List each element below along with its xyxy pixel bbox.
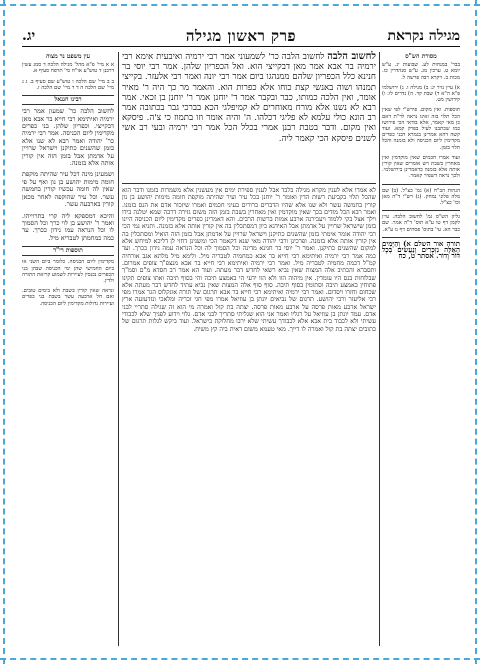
border-dash-right: [475, 0, 477, 664]
divider: [122, 183, 376, 184]
talmud-page: [22, 24, 460, 646]
column-rule: [379, 52, 380, 646]
masoret-hashas-title: מסורת הש"ס: [405, 53, 437, 60]
tosafot-block: ועוד אמרו חכמים שאין מוקדמין ואין מאחרין בשבת ויש אומרים שאין קורין אותה אלא בזמנה כדאמרינן בירושלמי. ולכך נראה דשפיר קאמר.: [382, 154, 460, 180]
tosafot-block: תוספות. ואין מקום. פירש"י לפי שאין הכל תלוי בזה ואינו נראה לר"ת דאם כן מאי קאמר, אלא בודאי הכי פירושו כמו שכתבנו לעיל בפרק קמא. ועוד קשה דהא אמרינן בגמרא דבני כפרים מקדימין ליום הכניסה ולא בזמנה והכל תלוי בזמן.: [382, 107, 460, 151]
tosafot-rid-text: מקדימין ליום הכניסה. כלומר ביום השני או ביום החמישי שהן ימי הכניסה שבהן בני הכפרים נכנסין לעיירות לשמוע קריאת התורה ולדין.: [22, 259, 114, 284]
rabbeinu-chananel-text: לחשוב הלבה כר' שמעון אמר רבי ירמיה ואיתימא רבי חייא בר אבא מאן דבקייצי. וכפריון שלהן. בני כפרים מקדימין ליום הכניסה. אמר רבי ירמיה כר' יהודה ואמר רבא לא שנו אלא בזמן שהשנים כתיקנן וישראל שרויין על אדמתן אבל בזמן הזה אין קורין אותה אלא בזמנה.: [22, 107, 114, 168]
main-paragraph: לחשוב הלבה כר' לשמעוני אמר רבי ירמיה ואיבעית אימא רבי ירמיה בר אבא אמר מאן דבקייצי הוא. ואל הכפריון שלהן. אמר רבי יוסי בר חנינא כלל הכפריון שלהם ממנהגו ביום אמר רבי יונה ואמר רבי אלעזר. בקייצי תמנהו ושוה באנשי קצת כוחו אלא כפרות הוא. והאמר מר כך היה ר' מאיר אומר, ואין הלכה כמותו, כבר ובקבר אמר ד' יוחנן אמר ר' יוחנן בן זכאי.: [122, 52, 376, 103]
header-chapter-title: מגילה נקראת: [387, 28, 460, 44]
right-margin-column: [382, 52, 460, 646]
hagahot-block: הגהות הב"ח (א) גמ' כצ"ל. (ב) שם מלה פלוני נמחק. (ג) רש"י ד"ה מאן וכו' כצ"ל.: [382, 187, 460, 207]
main-heading: לחשוב הלבה: [327, 51, 376, 62]
page-header: [22, 24, 460, 47]
border-dash-left: [3, 0, 5, 664]
divider: [382, 237, 460, 238]
gilyon-block: גליון הש"ס גמ' לחשוב הלבה. עיין לקמן דף טו ע"א תוס' ד"ה אמר. שם כבר הא. עי' בתוס' פסחים דף נו ע"א.: [382, 214, 460, 233]
border-dash-bottom: [0, 658, 480, 660]
divider: [382, 184, 460, 185]
left-note-block: א א מיי' פ"א מהל' מגילה הלכה ד סמג עשין דרבנן ד טוש"ע או"ח סי' תרפח סעיף א.: [22, 62, 114, 75]
column-rule: [118, 52, 119, 646]
header-folio-number: יג.: [22, 28, 36, 44]
main-paragraph-2: אמר רבא לא נשנו אלא מורח מאוחרים לא קמיפלגי הכא בברכי גבר בכתובה אמר רב הונא כולי עלמא לא פליגי דכלהו. ה' והיה אומר וזו בתמוז כי צ'ה. פיסקא ואין מקום. ודבר בטבת רבנן אמרי בכלל הכל אמר רבי ירמיה ובעי רב אשי לשנים פיסקא הכי קאמר ליה.: [122, 92, 376, 144]
right-note-block: בבר' במנחות לע. שבועות יג. ע"ש יומא ט. ערכין מג. ע"ש סנהדרין כז. מכות ב. ויקרא רבה פרשה ל.: [382, 62, 460, 81]
rabbeinu-chananel-text: ושמעינן מינה דכל עיר שהיתה מוקפת חומה מימות יהושע בן נון ואף על פי שאין לה חומה עכשיו קורין בחמשה עשר. וכל עיר שהוקפה לאחר מכאן קורין בארבעה עשר.: [22, 170, 114, 209]
rabbeinu-chananel-title: רבינו חננאל: [22, 95, 114, 105]
central-commentary: [122, 180, 376, 646]
header-tractate-title: פרק ראשון מגילה: [185, 27, 297, 45]
ein-mishpat-title: עין משפט נר מצוה: [45, 53, 91, 60]
divider: [382, 210, 460, 211]
tosafot-rid-title: תוספות רי"ד: [22, 246, 114, 256]
right-note-block: א) עיין נזיר יג: ב) מגילה ו. ג) ירושלמי פ"א ה"א ד) שבת קד. ה) נדרים לז: ו) קידושין מט.: [382, 84, 460, 104]
torah-or-block: תורה אור השלם א) וְהַיָּמִים הָאֵלֶּה נִזְכָּרִים וְנַעֲשִׂים בְּכָל דּוֹר וָדוֹר. אסתר ט, כח: [382, 238, 460, 261]
border-dash-top: [0, 4, 480, 6]
left-margin-column: [22, 52, 114, 646]
rabbeinu-chananel-text: והיכא דמספקא ליה קרי בתרוייהו. ואמר ר' יהושע בן לוי כרך וכל הסמוך לו וכל הנראה עמו נידון ככרך. עד כמה כמחמתן לטבריא מיל.: [22, 211, 114, 242]
tosafot-rid-text: ונראה שאין קורין בשבת ולא בימים טובים. ואם חל ארבעה עשר בשבת בני כפרים ועיירות גדולות מקדימין ליום הכניסה.: [22, 288, 114, 307]
main-gemara-text: [122, 52, 376, 144]
commentary-text: לא אמרו אלא לענין מקרא מגילה בלבד אבל לענין ספירת ימים אין מעשנין אלא משמרות בזמנו ודבר הוא שהכל תלוי בקביעת רשות הדין ואומר ר' יוחנן בכל עיר ועיר שהיתה מוקפת חומה מימות יהושע בן נון קורין בחמשה עשר ולא שנו אלא שהיו הדברים ברורים בעיני חכמים ואמרו שיזכור אדם את הנס בזמנו. ואמר רבא הכל מודים בכך שאין מוקדמין ואין מאחרין בשבת בזמן הזה משום גזירה דרבה שמא יטלנה בידו וילך אצל בקי ללמוד ויעבירנה ארבע אמות ברשות הרבים. והא דאמרינן כפרים מקדימין ליום הכניסה היינו בזמן שישראל שרויין על אדמתן אבל האידנא כיון דמסתכלין בה אין קורין אותה אלא בזמנה. ותניא נמי הכי רבי יהודה אומר אימתי בזמן שהשנים כתיקנן וישראל שרויין על אדמתן אבל בזמן הזה הואיל ומסתכלין בה אין קורין אותה אלא בזמנה. ופרכינן ורבי יהודה מאי שנא דקאמר הכי ומשנינן דחזי לן דליכא למיחש אלא למקום שהשנים כתיקנן. ואמר ר' יוסי בר חנינא מדינה וכל הסמוך לה וכל הנראה עמה נידון ככרך. ועד כמה אמר רבי ירמיה ואיתימא רבי חייא בר אבא כמחמיה לטבריה מיל. ולימא מיל מלתא אגב אורחיה קמ"ל דכמה מחמיה לטבריה מיל. ואמר רבי ירמיה ואיתימא רבי חייא בר אבא מנצפ"ך צופים אמרום. ותסברא והכתיב אלה המצות שאין נביא רשאי לחדש דבר מעתה. ועוד הא אמר רב חסדא מ"ם וסמ"ך שבלוחות בנס היו עומדין. אין מיהוה הוו ולא הוו ידעי הי באמצע תיבה והי בסוף תיבה ואתו צופים תקינו פתוחין באמצע תיבה וסתומין בסוף תיבה. סוף סוף אלה המצות שאין נביא עתיד לחדש דבר מעתה אלא שכחום וחזרו ויסדום. ואמר רבי ירמיה ואיתימא רבי חייא בר אבא תרגום של תורה אונקלוס הגר אמרו מפי רבי אליעזר ורבי יהושע. תרגום של נביאים יונתן בן עוזיאל אמרו מפי חגי זכריה ומלאכי ונזדעזעה ארץ ישראל ארבע מאות פרסה על ארבע מאות פרסה. יצתה בת קול ואמרה מי הוא זה שגילה סתריי לבני אדם. עמד יונתן בן עוזיאל על רגליו ואמר אני הוא שגליתי סתריך לבני אדם. גלוי וידוע לפניך שלא לכבודי עשיתי ולא לכבוד בית אבא אלא לכבודך עשיתי שלא ירבו מחלוקת בישראל. ועוד ביקש לגלות תרגום של כתובים יצתה בת קול ואמרה לו דייך. מאי טעמא משום דאית ביה קץ משיח.: [122, 187, 376, 333]
left-note-block: ב ב מיי' שם הלכה ו טוש"ע שם סעיף ב. ג ג מיי' שם הלכה ה ד ד מיי' שם הלכה ז.: [22, 78, 114, 91]
